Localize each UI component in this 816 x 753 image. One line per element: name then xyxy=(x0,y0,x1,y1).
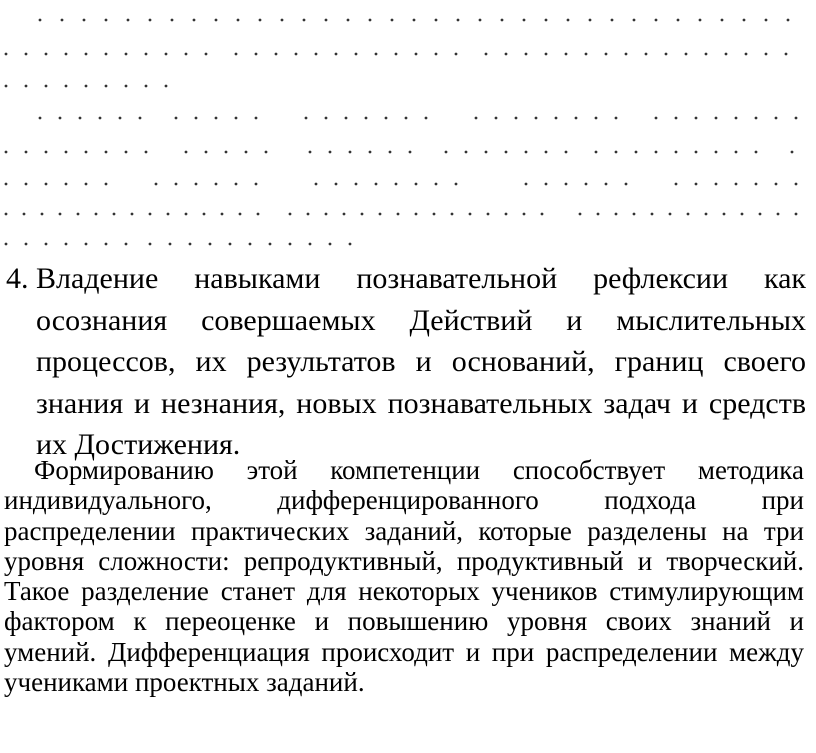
dotted-row xyxy=(5,151,794,154)
illegible-dotted-text-area xyxy=(0,0,816,255)
dotted-row xyxy=(5,183,798,186)
dotted-row xyxy=(39,117,798,120)
dotted-row xyxy=(5,213,798,216)
dotted-row xyxy=(5,85,168,88)
dotted-row xyxy=(39,19,790,22)
dotted-row xyxy=(5,243,352,246)
list-item-text: Владение навыками познавательной рефлексии как осознания совершаемых Действий и мыслительных процессов, их результатов и оснований, границ своего знания и незнания, новых познавательных задач и средств их Достижения. xyxy=(36,262,806,461)
body-paragraph: Формированию этой компетенции способствует методика индивидуального, дифференцированного подхода при распределении практических заданий, которые разделены на три уровня сложности: репродуктивный, продуктивный и творческий. Такое разделение станет для некоторых учеников стимулирующим фактором к переоценке и повышению уровня своих знаний и умений. Дифференциация происходит и при распределении между учениками проектных заданий. xyxy=(4,455,804,698)
list-item xyxy=(6,258,806,466)
list-item-number: 4. xyxy=(6,262,29,295)
dotted-row xyxy=(5,53,788,56)
